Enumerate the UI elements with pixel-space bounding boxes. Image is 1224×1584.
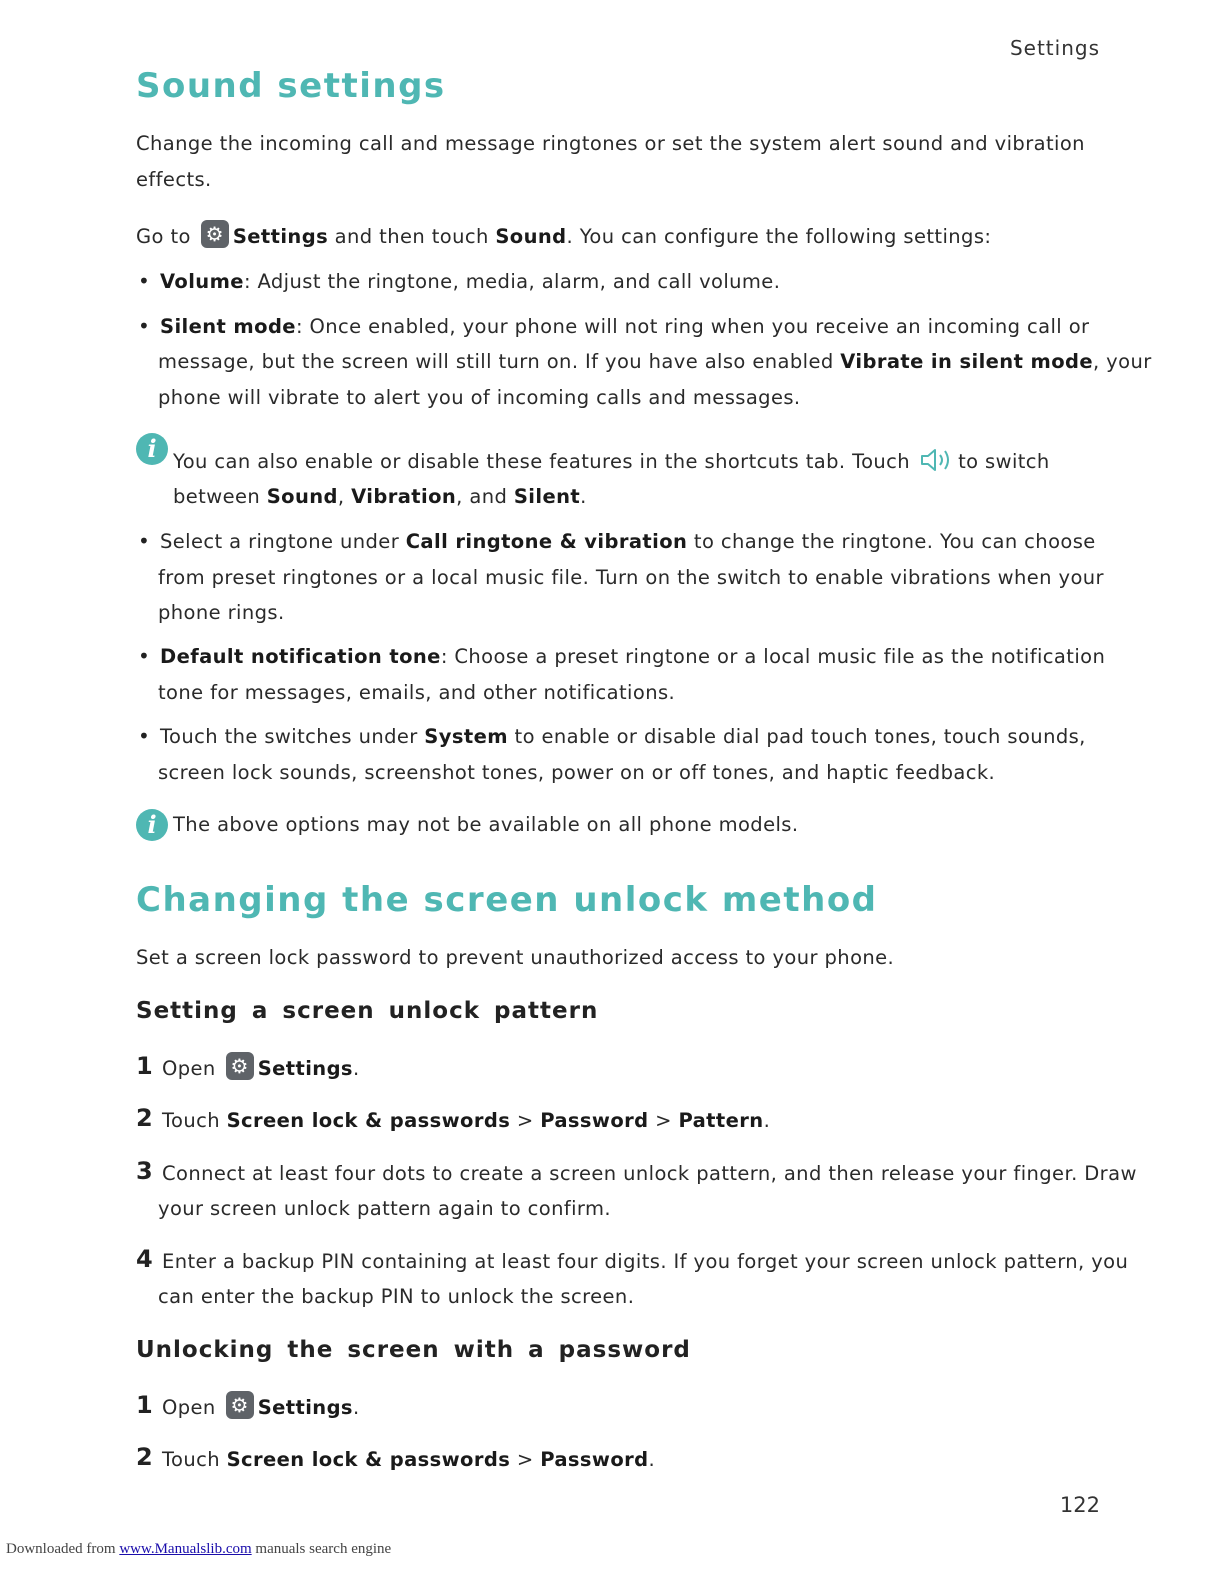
bullet-dot-icon: • <box>138 529 150 553</box>
pattern-step-1: Open⚙ Settings. <box>162 1051 360 1087</box>
silent-mode-line3: phone will vibrate to alert you of incoming calls and messages. <box>158 386 801 409</box>
step-number: 4 <box>136 1245 153 1273</box>
settings-gear-icon <box>201 220 229 248</box>
sound-intro-line1: Change the incoming call and message ringtones or set the system alert sound and vibration <box>136 132 1085 155</box>
pattern-step-4-line1: Enter a backup PIN containing at least four digits. If you forget your screen unlock pattern, you <box>162 1250 1129 1273</box>
system-item: Touch the switches under System to enable or disable dial pad touch tones, touch sounds, <box>160 725 1086 748</box>
page-number: 122 <box>1059 1493 1100 1517</box>
pattern-step-3-line2: your screen unlock pattern again to confirm. <box>158 1197 611 1220</box>
header-section-label: Settings <box>1009 36 1100 60</box>
ringtone-line3: phone rings. <box>158 601 285 624</box>
settings-gear-icon <box>226 1052 254 1080</box>
step-number: 2 <box>136 1104 153 1132</box>
password-subtitle: Unlocking the screen with a password <box>136 1337 691 1363</box>
ringtone-item: Select a ringtone under Call ringtone & vibration to change the ringtone. You can choose <box>160 530 1096 553</box>
volume-item: Volume: Adjust the ringtone, media, alarm, and call volume. <box>160 270 781 293</box>
info-icon: i <box>136 809 168 841</box>
info-icon: i <box>136 433 168 465</box>
speaker-icon <box>920 448 954 472</box>
bullet-dot-icon: • <box>138 314 150 338</box>
silent-mode-line2: message, but the screen will still turn on. If you have also enabled Vibrate in silent mode, your <box>158 350 1152 373</box>
pattern-step-3-line1: Connect at least four dots to create a screen unlock pattern, and then release your finger. Draw <box>162 1162 1137 1185</box>
bullet-dot-icon: • <box>138 644 150 668</box>
unlock-method-title: Changing the screen unlock method <box>136 880 878 920</box>
download-footer: Downloaded from www.Manualslib.com manuals search engine <box>6 1541 392 1557</box>
goto-instruction: Go to⚙ Settings and then touch Sound. You can configure the following settings: <box>136 219 991 255</box>
bullet-dot-icon: • <box>138 269 150 293</box>
step-number: 2 <box>136 1443 153 1471</box>
system-line2: screen lock sounds, screenshot tones, power on or off tones, and haptic feedback. <box>158 761 996 784</box>
bullet-dot-icon: • <box>138 724 150 748</box>
silent-mode-item: Silent mode: Once enabled, your phone will not ring when you receive an incoming call or <box>160 315 1090 338</box>
password-step-2: Touch Screen lock & passwords > Password. <box>162 1448 656 1471</box>
note-availability: The above options may not be available on all phone models. <box>173 813 799 836</box>
notification-tone-item: Default notification tone: Choose a preset ringtone or a local music file as the notification <box>160 645 1106 668</box>
step-number: 1 <box>136 1391 153 1419</box>
note-shortcuts-line1: You can also enable or disable these features in the shortcuts tab. Touch to switch <box>173 450 1050 473</box>
ringtone-line2: from preset ringtones or a local music file. Turn on the switch to enable vibrations when your <box>158 566 1104 589</box>
pattern-step-4-line2: can enter the backup PIN to unlock the screen. <box>158 1285 635 1308</box>
manualslib-link[interactable]: www.Manualslib.com <box>119 1541 252 1557</box>
unlock-intro: Set a screen lock password to prevent unauthorized access to your phone. <box>136 946 895 969</box>
pattern-subtitle: Setting a screen unlock pattern <box>136 998 599 1024</box>
password-step-1: Open⚙ Settings. <box>162 1390 360 1426</box>
settings-gear-icon <box>226 1391 254 1419</box>
sound-settings-title: Sound settings <box>136 66 446 106</box>
step-number: 3 <box>136 1157 153 1185</box>
pattern-step-2: Touch Screen lock & passwords > Password > Pattern. <box>162 1109 771 1132</box>
notification-tone-line2: tone for messages, emails, and other notifications. <box>158 681 676 704</box>
note-shortcuts-line2: between Sound, Vibration, and Silent. <box>173 485 587 508</box>
sound-intro-line2: effects. <box>136 168 212 191</box>
step-number: 1 <box>136 1052 153 1080</box>
